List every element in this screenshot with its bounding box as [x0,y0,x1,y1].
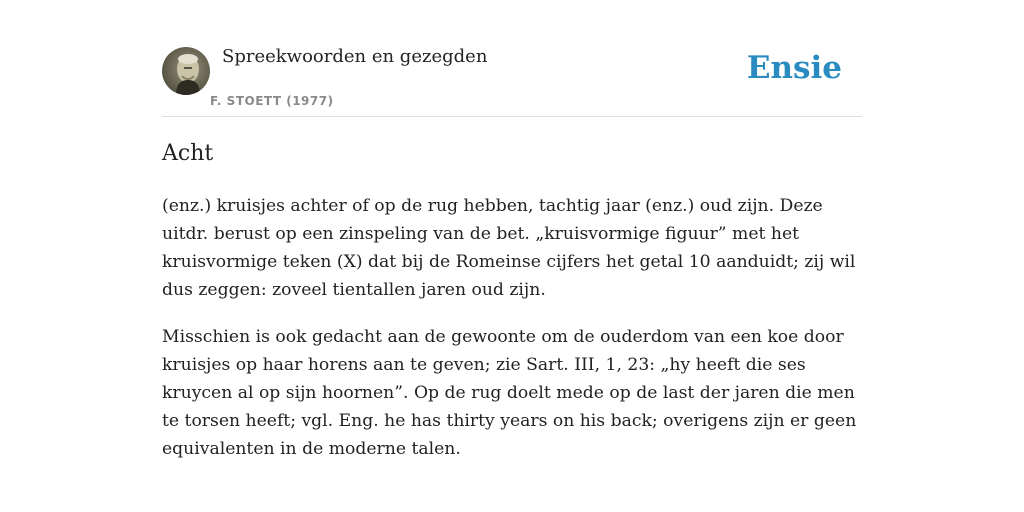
author-label: F. STOETT (1977) [210,94,334,108]
author-avatar[interactable] [162,47,210,95]
author-portrait-icon [162,47,210,95]
entry-title: Acht [162,141,214,166]
book-title[interactable]: Spreekwoorden en gezegden [222,46,488,67]
ensie-logo[interactable]: Ensie [746,50,842,86]
book-header [162,40,862,117]
entry-paragraph: Misschien is ook gedacht aan de gewoonte om de ouderdom van een koe door kruisjes op haar horens aan te geven; zie Sart. III, 1, 23: „hy heeft die ses kruycen al op sijn hoornen”. Op de rug doelt mede op de last der jaren die men te torsen heeft; vgl. Eng. he has thirty years on his back; overigens zijn er geen equivalenten in de moderne talen. [162,327,857,459]
entry-paragraph: (enz.) kruisjes achter of op de rug hebben, tachtig jaar (enz.) oud zijn. Deze uitdr. berust op een zinspeling van de bet. „kruisvormige figuur” met het kruisvormige teken (X) dat bij de Romeinse cijfers het getal 10 aanduidt; zij wil dus zeggen: zoveel tientallen jaren oud zijn. [162,196,856,300]
entry-content [162,139,862,463]
